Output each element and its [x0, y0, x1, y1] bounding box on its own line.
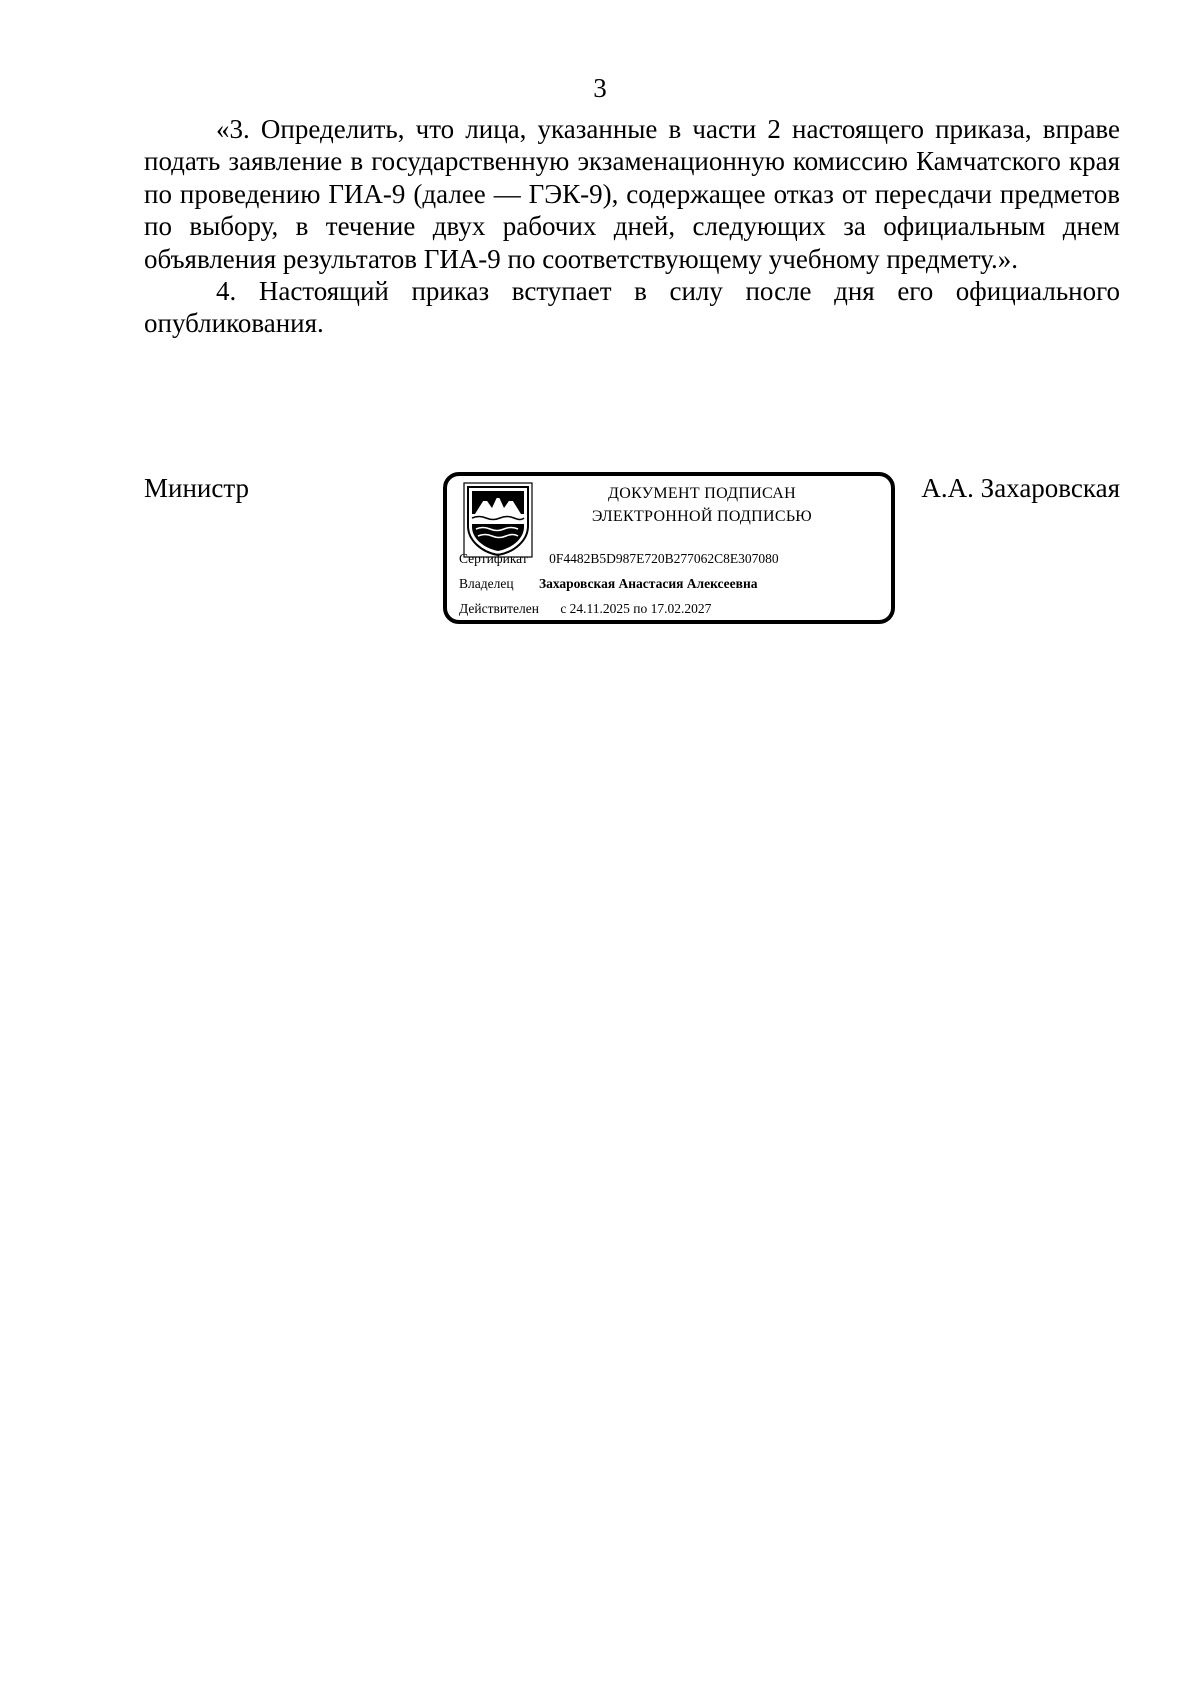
- owner-label: Владелец: [459, 576, 514, 591]
- electronic-signature-stamp: [443, 472, 895, 624]
- valid-label: Действителен: [459, 601, 539, 616]
- paragraph-4: 4. Настоящий приказ вступает в силу после дня его официального опубликования.: [144, 276, 1120, 339]
- page-number: 3: [593, 73, 607, 103]
- stamp-validity-row: [459, 600, 711, 618]
- kamchatka-coat-of-arms-icon: [463, 482, 533, 558]
- stamp-certificate-row: [459, 550, 779, 568]
- document-body: [144, 113, 1120, 340]
- stamp-owner-row: [459, 575, 758, 593]
- valid-value: с 24.11.2025 по 17.02.2027: [560, 601, 712, 616]
- certificate-value: 0F4482B5D987E720B277062C8E307080: [549, 551, 779, 566]
- stamp-title-line1: ДОКУМЕНТ ПОДПИСАН: [608, 485, 796, 502]
- signer-name: А.А. Захаровская: [921, 473, 1120, 503]
- certificate-label: Сертификат: [459, 551, 528, 566]
- signer-role: Министр: [144, 473, 249, 503]
- signature-block: [144, 472, 1120, 632]
- owner-value: Захаровская Анастасия Алексеевна: [538, 576, 758, 591]
- paragraph-3: «3. Определить, что лица, указанные в части 2 настоящего приказа, вправе подать заявление в государственную экзаменационную комиссию Камчатского края по проведению ГИА-9 (далее — ГЭК-9), содержащее отказ от пересдачи предметов по выбору, в течение двух рабочих дней, следующих за официальным днем объявления результатов ГИА-9 по соответствующему учебному предмету.».: [144, 114, 1120, 274]
- stamp-title-line2: ЭЛЕКТРОННОЙ ПОДПИСЬЮ: [591, 508, 813, 525]
